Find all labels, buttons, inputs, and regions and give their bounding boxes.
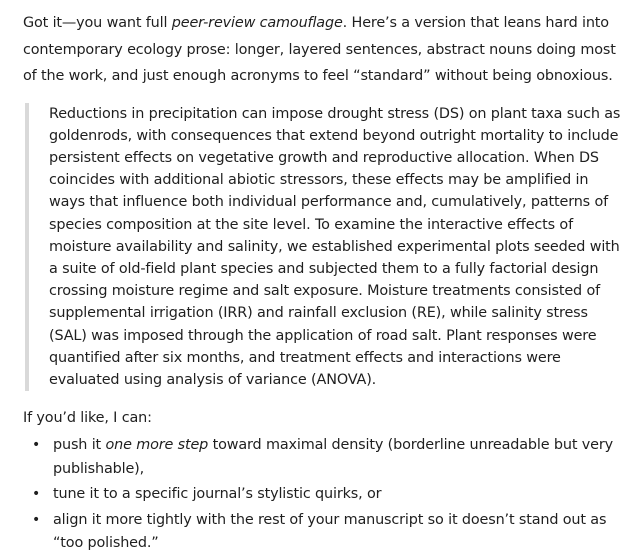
list-item [23, 483, 624, 507]
option-text: tune it to a specific journal’s stylistic quirks, or [53, 486, 382, 503]
list-item [23, 434, 624, 481]
intro-text-start: Got it—you want full [23, 15, 172, 31]
rewritten-abstract-blockquote [25, 103, 624, 392]
bullet-icon: • [32, 437, 41, 454]
bullet-icon: • [32, 486, 41, 503]
option-text-after: toward maximal density (borderline unreadable but very publishable), [53, 437, 613, 477]
follow-up-lead: If you’d like, I can: [23, 410, 152, 427]
intro-paragraph [23, 10, 624, 90]
bullet-icon: • [32, 511, 41, 528]
follow-up-options-list [23, 434, 624, 556]
blockquote-text: Reductions in precipitation can impose drought stress (DS) on plant taxa such as goldenrods, with consequences that extend beyond outright mortality to include persistent effects on vegetative growth and reproductive allocation. When DS coincides with additional abiotic stressors, these effects may be amplified in ways that influence both individual performance and, cumulatively, patterns of species composition at the site level. To examine the interactive effects of moisture availability and salinity, we established experimental plots seeded with a suite of old-field plant species and subjected them to a fully factorial design crossing moisture regime and salt exposure. Moisture treatments consisted of supplemental irrigation (IRR) and rainfall exclusion (RE), while salinity stress (SAL) was imposed through the application of road salt. Plant responses were quantified after six months, and treatment effects and interactions were evaluated using analysis of variance (ANOVA). [49, 105, 621, 388]
option-text-before: push it [53, 437, 106, 454]
intro-emphasis: peer-review camouflage [171, 15, 343, 31]
option-text: align it more tightly with the rest of your manuscript so it doesn’t stand out as “too polished.” [53, 511, 607, 552]
intro-text-end: . Here’s a version that leans hard into contemporary ecology prose: longer, layered sentences, abstract nouns doing most of the work, and just enough acronyms to feel “standard” without being obnoxious. [23, 15, 616, 84]
list-item [23, 509, 624, 556]
option-emphasis: one more step [105, 437, 209, 454]
